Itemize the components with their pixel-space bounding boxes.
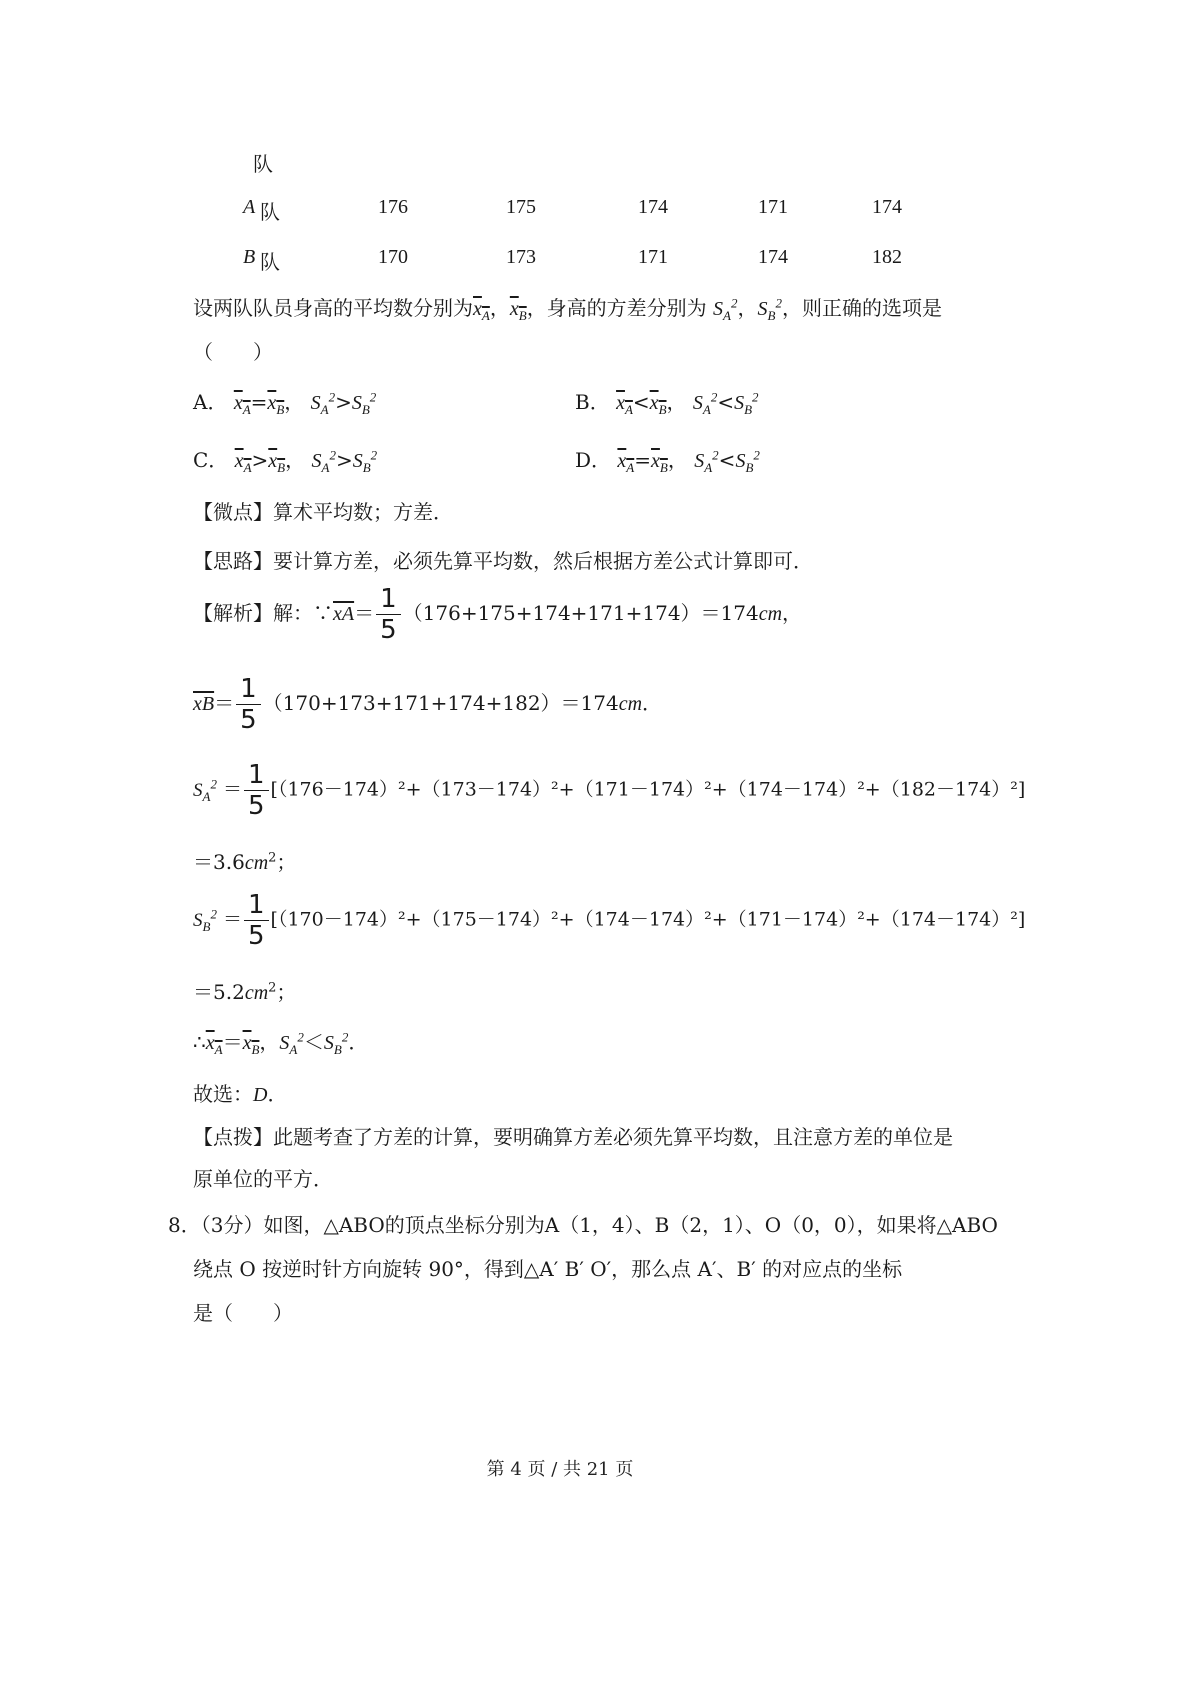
jiexi-start: 解：∵ — [273, 601, 333, 625]
relation: = — [250, 390, 268, 414]
question8-line-2: 绕点 O 按逆时针方向旋转 90°，得到△A′ B′ O′，那么点 A′、B′ 的对应点的坐标 — [193, 1257, 903, 1281]
cell: 170 — [378, 246, 408, 268]
answer-bracket: （ ） — [193, 340, 273, 364]
dianbo-tag: 【点拨】 — [193, 1125, 273, 1149]
relation: > — [335, 390, 352, 414]
relation: = — [634, 448, 652, 472]
cell: 171 — [638, 246, 668, 268]
dianbo-line-1 — [193, 1121, 953, 1150]
option-a[interactable]: A． $x_A=x_B$， $S_A^2>S_B^2$ — [193, 389, 377, 417]
jiexi-mean-b: $\overline{xB}=$ $\frac{1}{5}$ （170+173+171+174+182）＝174cm． — [193, 674, 663, 735]
variance-terms: [（170－174）²+（175－174）²+（174－174）²+（171－174）²+（174－174）²] — [270, 908, 1026, 931]
row-label: A — [243, 196, 256, 218]
silu-tag: 【思路】 — [193, 549, 273, 573]
page-footer: 第 4 页 / 共 21 页 — [486, 1459, 634, 1480]
cell: 173 — [506, 246, 536, 268]
weidian-text: 算术平均数；方差． — [273, 500, 453, 524]
relation: > — [251, 448, 269, 472]
weidian-tag: 【微点】 — [193, 500, 273, 524]
var-b-symbol: $S_B^2$ — [757, 295, 782, 323]
option-d[interactable]: D． $x_A=x_B$， $S_A^2<S_B^2$ — [575, 447, 760, 475]
dianbo-text: 此题考查了方差的计算，要明确算方差必须先算平均数，且注意方差的单位是 — [273, 1125, 953, 1149]
option-letter: B． — [575, 390, 610, 414]
mean-b-symbol: $x_B$ — [509, 298, 527, 323]
result-value: ＝5.2 — [193, 980, 245, 1004]
expr: （176+175+174+171+174）＝174 — [402, 601, 759, 625]
relation: < — [717, 390, 735, 414]
fraction: $\frac{1}{5}$ — [244, 762, 269, 819]
therefore-symbol: ∴ — [193, 1030, 206, 1054]
unit: cm — [244, 982, 269, 1004]
row-suffix: 队 — [260, 200, 280, 224]
mean-a-symbol: $x_A$ — [473, 298, 490, 323]
table-row-b — [243, 246, 963, 272]
silu-line — [193, 545, 813, 574]
cell: 171 — [758, 196, 788, 218]
variance-a-result: $=3.6cm^2$； — [193, 850, 297, 874]
stem-part: ，则正确的选项是 — [781, 296, 942, 320]
result-value: ＝3.6 — [193, 850, 245, 874]
dianbo-line-2: 原单位的平方． — [193, 1167, 333, 1191]
variance-b-result: $=5.2cm^2$； — [193, 980, 297, 1004]
fraction: $\frac{1}{5}$ — [236, 676, 261, 733]
option-letter: C． — [193, 448, 229, 472]
option-c[interactable]: C． $x_A>x_B$， $S_A^2>S_B^2$ — [193, 447, 378, 475]
row-label: B — [243, 246, 256, 268]
question8-line-1 — [168, 1209, 998, 1238]
cell: 174 — [638, 196, 668, 218]
unit: cm — [244, 852, 269, 874]
variance-terms: [（176－174）²+（173－174）²+（171－174）²+（174－174）²+（182－174）²] — [270, 778, 1026, 801]
cell: 174 — [872, 196, 902, 218]
silu-text: 要计算方差，必须先算平均数，然后根据方差公式计算即可． — [273, 549, 813, 573]
answer-value: D — [253, 1084, 268, 1106]
cell: 174 — [758, 246, 788, 268]
cell: 176 — [378, 196, 408, 218]
unit: cm — [758, 603, 783, 625]
question-text: 如图，△ABO的顶点坐标分别为A（1，4）、B（2，1）、O（0，0），如果将△ABO — [263, 1213, 998, 1237]
jiexi-mean-a: 【解析】解：$\because\overline{xA}=$ $\frac{1}{5}$ （176+175+174+171+174）＝174cm， — [193, 584, 803, 645]
mean-b-symbol: $\overline{xB}$ — [193, 693, 215, 715]
expr: （170+173+171+174+182）＝174 — [262, 691, 619, 715]
relation: > — [335, 448, 353, 472]
cell: 182 — [872, 246, 902, 268]
unit: cm — [618, 693, 643, 715]
fraction: $\frac{1}{5}$ — [376, 586, 401, 643]
jiexi-tag: 【解析】 — [193, 601, 273, 625]
answer-label: 故选： — [193, 1082, 253, 1106]
cell: 175 — [506, 196, 536, 218]
fraction: $\frac{1}{5}$ — [244, 892, 269, 949]
weidian-line — [193, 496, 453, 525]
relation: < — [718, 448, 736, 472]
stem-part: 设两队队员身高的平均数分别为 — [193, 296, 473, 320]
question-score: （3分） — [200, 1213, 264, 1237]
option-b[interactable]: B． $x_A<x_B$， $S_A^2<S_B^2$ — [575, 389, 759, 417]
row-suffix: 队 — [260, 250, 280, 274]
conclusion-line: $\therefore x_A=x_B$，$S_A^2<S_B^2$． — [193, 1029, 369, 1057]
option-letter: D． — [575, 448, 612, 472]
question8-line-3: 是（ ） — [193, 1301, 293, 1325]
answer-line: 故选：D． — [193, 1082, 288, 1106]
table-row-a — [243, 196, 963, 222]
mean-a-symbol: $\overline{xA}$ — [333, 603, 355, 625]
variance-b-line: $S_B^2$ ＝ $\frac{1}{5}$ [（170－174）²+（175－174）²+（174－174）²+（171－174）²+（174－174）²] — [193, 890, 1026, 951]
table-header-tail: 队 — [253, 152, 273, 176]
relation: < — [632, 390, 650, 414]
stem-part: ，身高的方差分别为 — [526, 296, 707, 320]
question-stem: 设两队队员身高的平均数分别为$x_A$，$x_B$，身高的方差分别为 $S_A^2$，$S_B^2$，则正确的选项是 — [193, 295, 942, 323]
question-number: 8． — [168, 1213, 201, 1237]
variance-a-line: $S_A^2$ ＝ $\frac{1}{5}$ [（176－174）²+（173－174）²+（171－174）²+（174－174）²+（182－174）²] — [193, 760, 1026, 821]
var-a-symbol: $S_A^2$ — [713, 295, 738, 323]
option-letter: A． — [193, 390, 228, 414]
